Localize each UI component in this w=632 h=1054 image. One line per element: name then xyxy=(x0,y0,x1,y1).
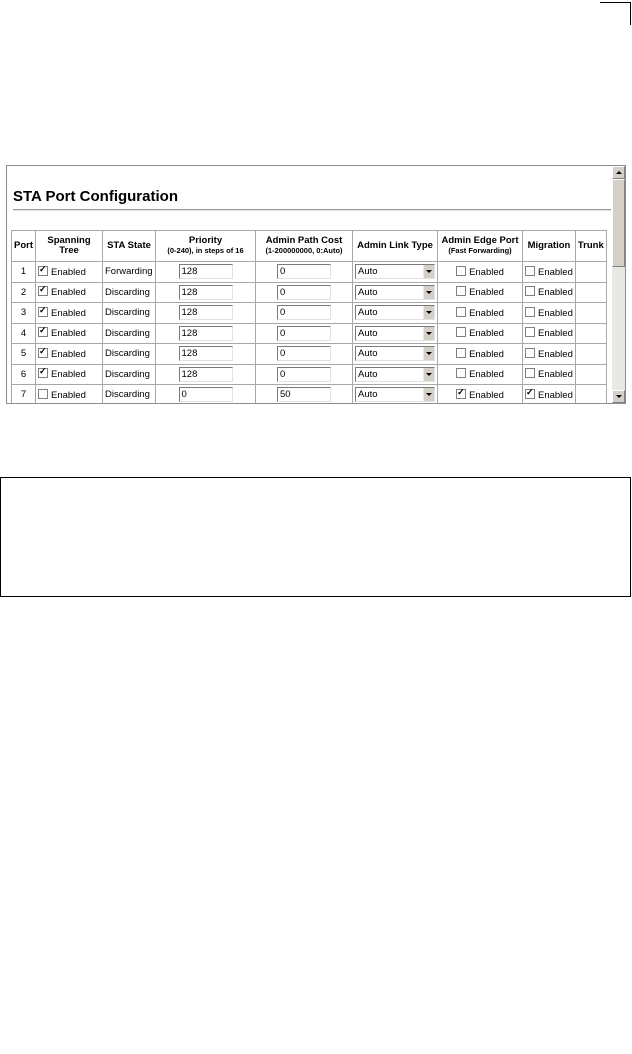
cell-spanning-tree xyxy=(36,262,103,283)
path-cost-input[interactable]: 0 xyxy=(277,326,331,341)
spanning-tree-checkbox[interactable] xyxy=(38,348,48,358)
col-edge-port-sub: (Fast Forwarding) xyxy=(448,246,512,255)
col-admin-link-type: Admin Link Type xyxy=(353,231,438,262)
edge-port-checkbox[interactable] xyxy=(456,266,466,276)
cell-trunk xyxy=(575,282,606,303)
table-row xyxy=(12,262,607,283)
priority-input[interactable]: 128 xyxy=(179,326,233,341)
cell-link-type xyxy=(353,323,438,344)
chevron-down-icon[interactable] xyxy=(423,347,434,360)
link-type-select[interactable] xyxy=(355,305,435,320)
spanning-tree-label: Enabled xyxy=(51,389,86,401)
migration-checkbox[interactable] xyxy=(525,286,535,296)
link-type-select[interactable] xyxy=(355,264,435,279)
link-type-value: Auto xyxy=(358,327,378,339)
cell-edge-port xyxy=(438,282,523,303)
cell-edge-port xyxy=(438,323,523,344)
col-admin-edge-port xyxy=(438,231,523,262)
migration-label: Enabled xyxy=(538,266,573,278)
cell-spanning-tree xyxy=(36,344,103,365)
cell-migration xyxy=(523,364,576,385)
priority-input[interactable]: 128 xyxy=(179,367,233,382)
cell-spanning-tree xyxy=(36,385,103,404)
col-sta-state: STA State xyxy=(103,231,156,262)
cell-edge-port xyxy=(438,385,523,404)
cell-sta-state: Discarding xyxy=(103,344,156,365)
table-row xyxy=(12,303,607,324)
cell-port: 2 xyxy=(12,282,36,303)
cell-trunk xyxy=(575,303,606,324)
cell-migration xyxy=(523,262,576,283)
cell-port: 4 xyxy=(12,323,36,344)
path-cost-input[interactable]: 0 xyxy=(277,264,331,279)
link-type-select[interactable] xyxy=(355,285,435,300)
col-priority-range: (0-240), in steps of 16 xyxy=(167,246,244,255)
path-cost-input[interactable]: 50 xyxy=(277,387,331,402)
col-path-cost-range: (1-200000000, 0:Auto) xyxy=(265,246,343,255)
cell-link-type xyxy=(353,385,438,404)
page-title: STA Port Configuration xyxy=(13,188,178,205)
cell-migration xyxy=(523,323,576,344)
link-type-value: Auto xyxy=(358,389,378,401)
edge-port-checkbox[interactable] xyxy=(456,348,466,358)
cell-priority xyxy=(156,364,256,385)
link-type-value: Auto xyxy=(358,266,378,278)
cell-edge-port xyxy=(438,344,523,365)
cell-link-type xyxy=(353,282,438,303)
cell-migration xyxy=(523,303,576,324)
edge-port-checkbox[interactable] xyxy=(456,307,466,317)
edge-port-checkbox[interactable] xyxy=(456,389,466,399)
cell-priority xyxy=(156,385,256,404)
cell-sta-state: Discarding xyxy=(103,282,156,303)
spanning-tree-checkbox[interactable] xyxy=(38,368,48,378)
cell-trunk xyxy=(575,323,606,344)
path-cost-input[interactable]: 0 xyxy=(277,285,331,300)
window-content xyxy=(7,166,612,403)
migration-label: Enabled xyxy=(538,369,573,381)
edge-port-label: Enabled xyxy=(469,266,504,278)
sta-port-config-window xyxy=(6,165,626,404)
path-cost-input[interactable]: 0 xyxy=(277,305,331,320)
col-priority-title: Priority xyxy=(188,235,223,246)
cell-migration xyxy=(523,385,576,404)
link-type-select[interactable] xyxy=(355,326,435,341)
spanning-tree-label: Enabled xyxy=(51,348,86,360)
cell-sta-state: Forwarding xyxy=(103,262,156,283)
chevron-down-icon[interactable] xyxy=(423,286,434,299)
edge-port-checkbox[interactable] xyxy=(456,327,466,337)
cell-path-cost xyxy=(256,385,353,404)
cell-sta-state: Discarding xyxy=(103,364,156,385)
link-type-value: Auto xyxy=(358,368,378,380)
cell-link-type xyxy=(353,303,438,324)
col-port: Port xyxy=(12,231,36,262)
spanning-tree-label: Enabled xyxy=(51,369,86,381)
col-edge-port-title: Admin Edge Port xyxy=(441,235,519,246)
cell-sta-state: Discarding xyxy=(103,385,156,404)
edge-port-checkbox[interactable] xyxy=(456,286,466,296)
chevron-down-icon[interactable] xyxy=(423,368,434,381)
cell-link-type xyxy=(353,262,438,283)
edge-port-label: Enabled xyxy=(469,328,504,340)
table-row xyxy=(12,344,607,365)
col-spanning-tree-line2: Tree xyxy=(59,245,79,256)
cell-edge-port xyxy=(438,262,523,283)
cell-trunk xyxy=(575,385,606,404)
cell-path-cost xyxy=(256,323,353,344)
chevron-down-icon[interactable] xyxy=(423,388,434,401)
cell-link-type xyxy=(353,344,438,365)
cell-edge-port xyxy=(438,364,523,385)
cell-trunk xyxy=(575,344,606,365)
cell-sta-state: Discarding xyxy=(103,323,156,344)
scroll-up-arrow-icon[interactable] xyxy=(612,166,625,179)
table-row xyxy=(12,385,607,404)
col-path-cost-title: Admin Path Cost xyxy=(265,235,343,246)
cell-priority xyxy=(156,262,256,283)
cell-spanning-tree xyxy=(36,282,103,303)
spanning-tree-label: Enabled xyxy=(51,328,86,340)
chevron-down-icon[interactable] xyxy=(423,327,434,340)
title-divider xyxy=(13,209,611,211)
cell-path-cost xyxy=(256,303,353,324)
col-admin-path-cost xyxy=(256,231,353,262)
priority-input[interactable]: 128 xyxy=(179,305,233,320)
migration-checkbox[interactable] xyxy=(525,266,535,276)
spanning-tree-checkbox[interactable] xyxy=(38,266,48,276)
cell-priority xyxy=(156,303,256,324)
cell-spanning-tree xyxy=(36,364,103,385)
migration-label: Enabled xyxy=(538,348,573,360)
scroll-thumb[interactable] xyxy=(612,179,625,267)
migration-checkbox[interactable] xyxy=(525,368,535,378)
migration-label: Enabled xyxy=(538,389,573,401)
edge-port-checkbox[interactable] xyxy=(456,368,466,378)
path-cost-input[interactable]: 0 xyxy=(277,367,331,382)
spanning-tree-checkbox[interactable] xyxy=(38,327,48,337)
migration-label: Enabled xyxy=(538,328,573,340)
cell-migration xyxy=(523,344,576,365)
priority-input[interactable]: 128 xyxy=(179,346,233,361)
migration-checkbox[interactable] xyxy=(525,348,535,358)
cell-trunk xyxy=(575,262,606,283)
table-row xyxy=(12,282,607,303)
edge-port-label: Enabled xyxy=(469,348,504,360)
migration-label: Enabled xyxy=(538,307,573,319)
spanning-tree-label: Enabled xyxy=(51,287,86,299)
col-migration: Migration xyxy=(523,231,576,262)
cell-sta-state: Discarding xyxy=(103,303,156,324)
migration-checkbox[interactable] xyxy=(525,307,535,317)
table-row xyxy=(12,323,607,344)
cell-port: 1 xyxy=(12,262,36,283)
vertical-scrollbar[interactable] xyxy=(612,166,625,403)
cell-edge-port xyxy=(438,303,523,324)
cell-path-cost xyxy=(256,344,353,365)
cell-spanning-tree xyxy=(36,323,103,344)
col-priority xyxy=(156,231,256,262)
migration-checkbox[interactable] xyxy=(525,327,535,337)
link-type-value: Auto xyxy=(358,307,378,319)
col-spanning-tree xyxy=(36,231,103,262)
cell-path-cost xyxy=(256,262,353,283)
link-type-select[interactable] xyxy=(355,387,435,402)
cell-trunk xyxy=(575,364,606,385)
spanning-tree-checkbox[interactable] xyxy=(38,286,48,296)
cell-spanning-tree xyxy=(36,303,103,324)
link-type-value: Auto xyxy=(358,348,378,360)
cell-priority xyxy=(156,282,256,303)
cell-path-cost xyxy=(256,282,353,303)
migration-label: Enabled xyxy=(538,287,573,299)
migration-checkbox[interactable] xyxy=(525,389,535,399)
cell-link-type xyxy=(353,364,438,385)
edge-port-label: Enabled xyxy=(469,389,504,401)
col-trunk: Trunk xyxy=(575,231,606,262)
spanning-tree-checkbox[interactable] xyxy=(38,307,48,317)
spanning-tree-label: Enabled xyxy=(51,266,86,278)
link-type-select[interactable] xyxy=(355,367,435,382)
cell-port: 6 xyxy=(12,364,36,385)
priority-input[interactable]: 0 xyxy=(179,387,233,402)
cell-migration xyxy=(523,282,576,303)
priority-input[interactable]: 128 xyxy=(179,264,233,279)
chevron-down-icon[interactable] xyxy=(423,265,434,278)
table-row xyxy=(12,364,607,385)
priority-input[interactable]: 128 xyxy=(179,285,233,300)
chevron-down-icon[interactable] xyxy=(423,306,434,319)
edge-port-label: Enabled xyxy=(469,307,504,319)
spanning-tree-checkbox[interactable] xyxy=(38,389,48,399)
cell-port: 7 xyxy=(12,385,36,404)
cell-path-cost xyxy=(256,364,353,385)
path-cost-input[interactable]: 0 xyxy=(277,346,331,361)
sta-port-table xyxy=(11,230,607,403)
scroll-down-arrow-icon[interactable] xyxy=(612,390,625,403)
cell-port: 5 xyxy=(12,344,36,365)
edge-port-label: Enabled xyxy=(469,369,504,381)
link-type-value: Auto xyxy=(358,286,378,298)
spanning-tree-label: Enabled xyxy=(51,307,86,319)
note-box xyxy=(0,477,631,597)
edge-port-label: Enabled xyxy=(469,287,504,299)
cell-priority xyxy=(156,344,256,365)
table-header-row xyxy=(12,231,607,262)
page-corner-mark xyxy=(600,2,631,25)
cell-port: 3 xyxy=(12,303,36,324)
link-type-select[interactable] xyxy=(355,346,435,361)
col-spanning-tree-line1: Spanning xyxy=(47,235,91,246)
cell-priority xyxy=(156,323,256,344)
